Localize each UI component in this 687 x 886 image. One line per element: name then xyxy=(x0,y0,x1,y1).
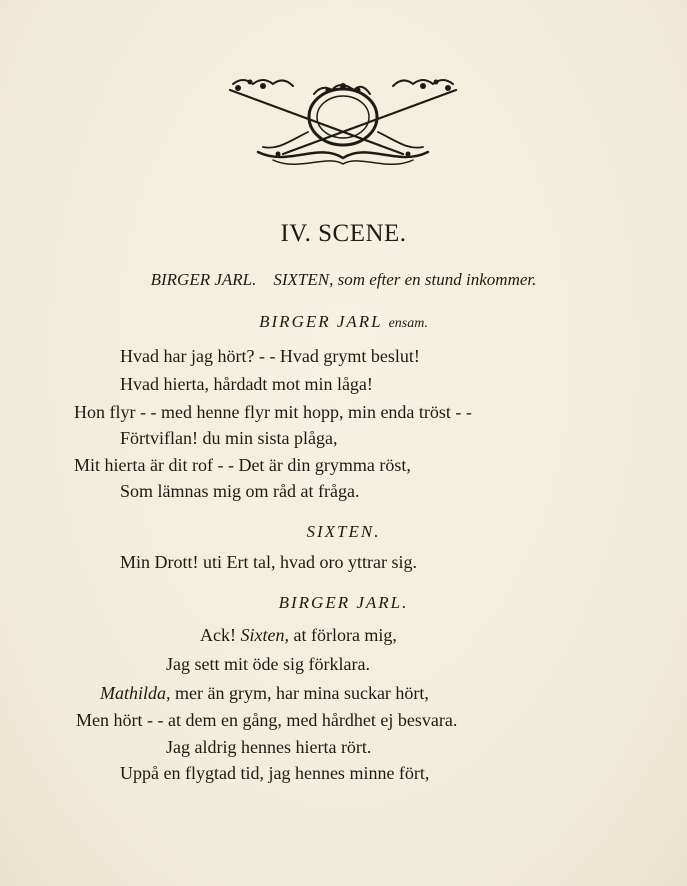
speaker-note: ensam. xyxy=(388,316,428,331)
verse-line: Hon flyr - - med henne flyr mit hopp, min enda tröst - - xyxy=(74,402,472,422)
verse-name-sixten: Sixten, xyxy=(240,625,289,645)
verse-line: Min Drott! uti Ert tal, hvad oro yttrar sig. xyxy=(120,552,417,572)
speaker-heading: BIRGER JARL. xyxy=(278,593,409,612)
speaker-heading xyxy=(0,312,687,332)
verse-line: Som lämnas mig om råd at fråga. xyxy=(120,481,360,501)
verse-line: Hvad har jag hört? - - Hvad grymt beslut! xyxy=(120,346,420,366)
verse-line: Jag aldrig hennes hierta rört. xyxy=(166,737,372,757)
verse-line: Men hört - - at dem en gång, med hårdhet ej besvara. xyxy=(76,710,458,730)
speaker-name: BIRGER JARL xyxy=(259,312,383,331)
verse-line: Mit hierta är dit rof - - Det är din grymma röst, xyxy=(74,455,411,475)
persons-sixten: SIXTEN, xyxy=(273,270,334,289)
verse-line: Jag sett mit öde sig förklara. xyxy=(166,654,370,674)
verse-line: Förtviflan! du min sista plåga, xyxy=(120,428,338,448)
verse-name-mathilda: Mathilda, xyxy=(100,683,171,703)
verse-line xyxy=(200,625,397,646)
verse-line xyxy=(100,683,429,704)
speaker-heading: SIXTEN. xyxy=(306,522,381,541)
verse-word: at förlora mig, xyxy=(293,625,397,645)
persons-note: som efter en stund inkommer. xyxy=(337,270,537,289)
dramatis-personae xyxy=(0,270,687,290)
laurel-ornament-icon xyxy=(218,72,468,172)
verse-word: Ack! xyxy=(200,625,236,645)
verse-word: mer än grym, har mina suckar hört, xyxy=(175,683,429,703)
verse-line: Hvad hierta, hårdadt mot min låga! xyxy=(120,374,373,394)
verse-line: Uppå en flygtad tid, jag hennes minne fört, xyxy=(120,763,430,783)
scene-title: IV. SCENE. xyxy=(280,220,407,247)
persons-birger: BIRGER JARL. xyxy=(150,270,257,289)
